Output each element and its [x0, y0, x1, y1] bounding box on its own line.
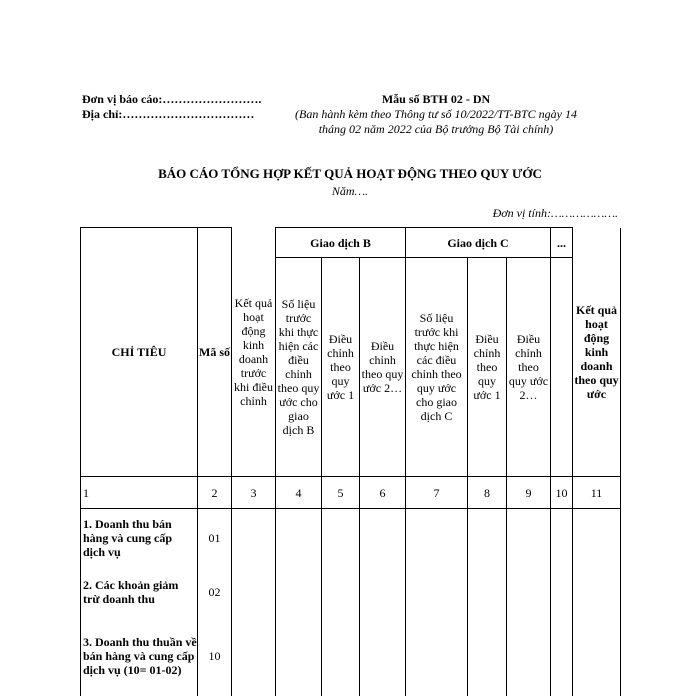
- cell: [406, 509, 468, 568]
- cell: [406, 568, 468, 616]
- cell: [507, 568, 551, 616]
- b-data-text: Số liệu trước khi thực hiện các điều chỉnh theo quy ước cho giao dịch B: [277, 297, 320, 437]
- cell: [360, 616, 406, 696]
- cell: [551, 616, 573, 696]
- cell: [507, 616, 551, 696]
- cell: [232, 509, 276, 568]
- col-header-ma-so: [198, 228, 232, 477]
- table-row: [81, 509, 621, 568]
- c-data-text: Số liệu trước khi thực hiện các điều chỉnh theo quy ước cho giao dịch C: [411, 311, 462, 423]
- report-table: [80, 227, 621, 696]
- cell: [573, 568, 621, 616]
- col-number: 4: [276, 477, 322, 509]
- col-number: 3: [232, 477, 276, 509]
- address-line: Địa chỉ:……………………………: [82, 107, 255, 121]
- cell: [232, 568, 276, 616]
- col-header-c-data: [406, 258, 468, 477]
- col-number: 10: [551, 477, 573, 509]
- col-header-c-adj2: [507, 258, 551, 477]
- cell: [232, 616, 276, 696]
- reporter-info: [82, 92, 261, 122]
- col-header-more: [551, 258, 573, 477]
- reporting-unit-line: Đơn vị báo cáo:…………………….: [82, 92, 262, 106]
- c-adj2-text: Điều chỉnh theo quy ước 2…: [508, 332, 549, 402]
- cell: [322, 568, 360, 616]
- cell: [360, 509, 406, 568]
- cell: [322, 616, 360, 696]
- row-label: 3. Doanh thu thuần về bán hàng và cung cấp dịch vụ (10= 01-02): [81, 616, 198, 696]
- cell: [276, 616, 322, 696]
- cell: [468, 616, 507, 696]
- col-number: 11: [573, 477, 621, 509]
- col-number: 5: [322, 477, 360, 509]
- cell: [276, 509, 322, 568]
- cell: [551, 568, 573, 616]
- col-header-c-adj1: [468, 258, 507, 477]
- report-year: Năm….: [331, 184, 369, 198]
- col-number: 1: [81, 477, 198, 509]
- col-header-b-adj1: [322, 258, 360, 477]
- cell: [322, 509, 360, 568]
- form-note: (Ban hành kèm theo Thông tư số 10/2022/TT-BTC ngày 14 tháng 02 năm 2022 của Bộ trưởng Bộ Tài chính): [295, 107, 577, 136]
- col-header-b-data: [276, 258, 322, 477]
- row-code: 10: [198, 616, 232, 696]
- cell: [276, 568, 322, 616]
- cell: [573, 616, 621, 696]
- col-number: 7: [406, 477, 468, 509]
- form-info: [292, 92, 580, 137]
- b-adj1-text: Điều chỉnh theo quy ước 1: [326, 332, 355, 402]
- table-row: [81, 616, 621, 696]
- cell: [406, 616, 468, 696]
- result-text: Kết quả hoạt động kinh doanh theo quy ước: [574, 302, 619, 401]
- before-text: Kết quả hoạt động kinh doanh trước khi điều chỉnh: [234, 295, 273, 408]
- cell: [468, 509, 507, 568]
- b-adj2-text: Điều chỉnh theo quy ước 2…: [361, 339, 404, 395]
- col-header-chi-tieu: CHỈ TIÊU: [81, 228, 198, 477]
- col-number: 8: [468, 477, 507, 509]
- row-code: 01: [198, 509, 232, 568]
- col-number: 2: [198, 477, 232, 509]
- col-header-b-adj2: [360, 258, 406, 477]
- group-header-c: Giao dịch C: [406, 228, 551, 258]
- cell: [573, 509, 621, 568]
- c-adj1-text: Điều chỉnh theo quy ước 1: [473, 332, 501, 402]
- table-row: [81, 568, 621, 616]
- col-number: 9: [507, 477, 551, 509]
- col-header-result: [573, 228, 621, 477]
- row-label: 2. Các khoản giảm trừ doanh thu: [81, 568, 198, 616]
- ma-so-text: Mã số: [199, 345, 230, 359]
- cell: [360, 568, 406, 616]
- col-header-before: [232, 228, 276, 477]
- form-code: Mẫu số BTH 02 - DN: [381, 92, 491, 106]
- cell: [551, 509, 573, 568]
- report-title: BÁO CÁO TỔNG HỢP KẾT QUẢ HOẠT ĐỘNG THEO QUY ƯỚC: [158, 166, 542, 181]
- col-number: 6: [360, 477, 406, 509]
- row-label: 1. Doanh thu bán hàng và cung cấp dịch vụ: [81, 509, 198, 568]
- cell: [468, 568, 507, 616]
- group-header-more: ...: [551, 228, 573, 258]
- group-header-b: Giao dịch B: [276, 228, 406, 258]
- row-code: 02: [198, 568, 232, 616]
- cell: [507, 509, 551, 568]
- currency-unit: Đơn vị tính:……………….: [492, 206, 618, 220]
- column-number-row: [81, 477, 621, 509]
